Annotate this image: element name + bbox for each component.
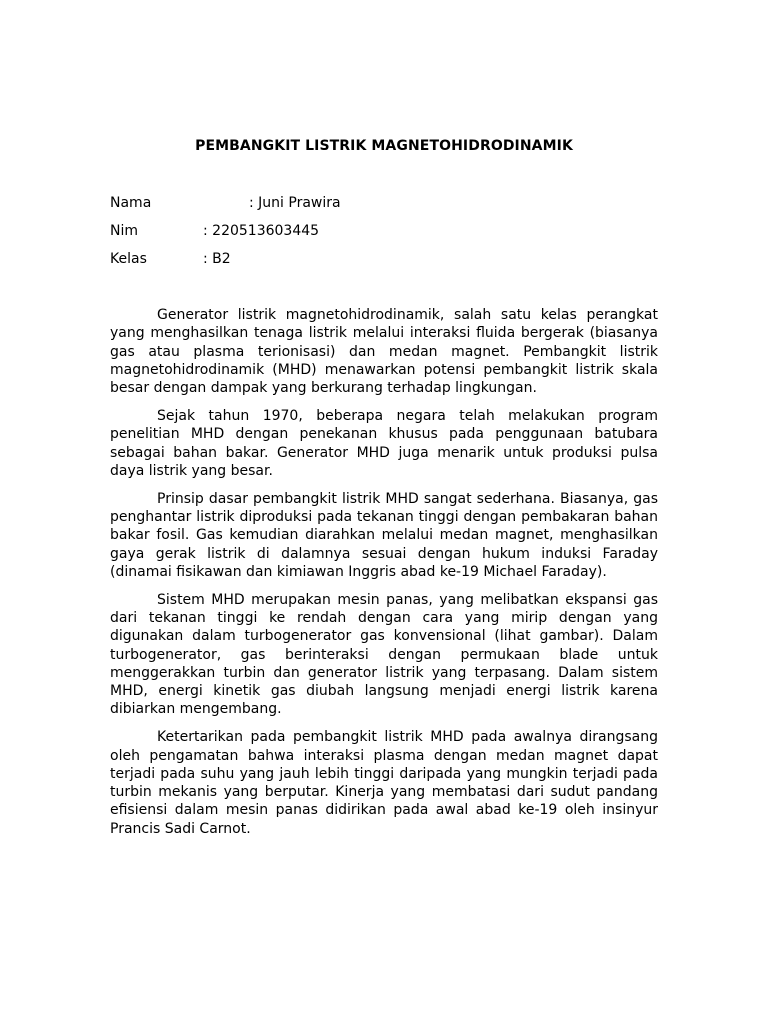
nim-value: : 220513603445 — [203, 223, 320, 239]
paragraph: Sejak tahun 1970, beberapa negara telah melakukan program penelitian MHD dengan penekanan khusus pada penggunaan batubara sebagai bahan bakar. Generator MHD juga menarik untuk produksi pulsa daya listrik yang besar. — [110, 407, 658, 479]
paragraph: Prinsip dasar pembangkit listrik MHD sangat sederhana. Biasanya, gas penghantar listrik diproduksi pada tekanan tinggi dengan pembakaran bahan bakar fosil. Gas kemudian diarahkan melalui medan magnet, menghasilkan gaya gerak listrik di dalamnya sesuai dengan hukum induksi Faraday (dinamai fisikawan dan kimiawan Inggris abad ke-19 Michael Faraday). — [110, 490, 658, 580]
paragraph: Generator listrik magnetohidrodinamik, salah satu kelas perangkat yang menghasilkan tenaga listrik melalui interaksi fluida bergerak (biasanya gas atau plasma terionisasi) dan medan magnet. Pembangkit listrik magnetohidrodinamik (MHD) menawarkan potensi pembangkit listrik skala besar dengan dampak yang berkurang terhadap lingkungan. — [110, 307, 658, 397]
nama-value: : Juni Prawira — [249, 195, 341, 211]
nama-label: Nama — [110, 195, 152, 211]
paragraph: Sistem MHD merupakan mesin panas, yang melibatkan ekspansi gas dari tekanan tinggi ke rendah dengan cara yang mirip dengan yang digunakan dalam turbogenerator gas konvensional (lihat gambar). Dalam turbogenerator, gas berinteraksi dengan permukaan blade untuk menggerakkan turbin dan generator listrik yang terpasang. Dalam sistem MHD, energi kinetik gas diubah langsung menjadi energi listrik karena dibiarkan mengembang. — [110, 591, 658, 718]
document-body — [110, 306, 658, 848]
kelas-value: : B2 — [203, 251, 231, 267]
paragraph: Ketertarikan pada pembangkit listrik MHD pada awalnya dirangsang oleh pengamatan bahwa interaksi plasma dengan medan magnet dapat terjadi pada suhu yang jauh lebih tinggi daripada yang mungkin terjadi pada turbin mekanis yang berputar. Kinerja yang membatasi dari sudut pandang efisiensi dalam mesin panas didirikan pada awal abad ke-19 oleh insinyur Prancis Sadi Carnot. — [110, 729, 658, 837]
document-title: PEMBANGKIT LISTRIK MAGNETOHIDRODINAMIK — [195, 138, 573, 154]
nim-label: Nim — [110, 223, 138, 239]
kelas-label: Kelas — [110, 251, 147, 267]
